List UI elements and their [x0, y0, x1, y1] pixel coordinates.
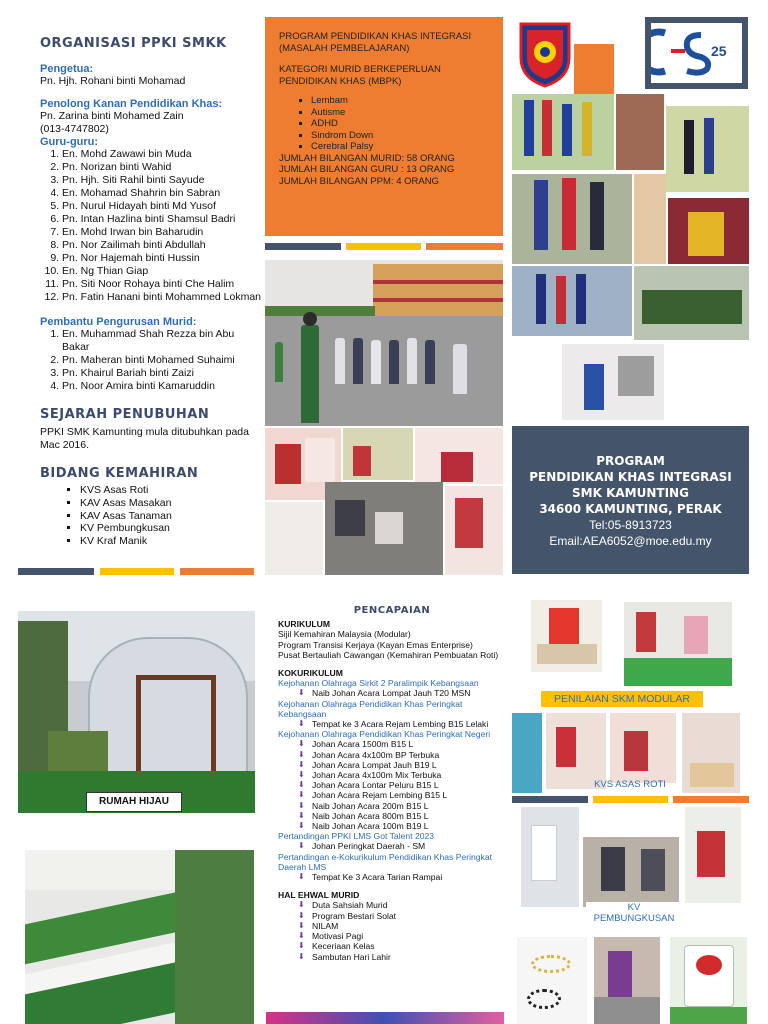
list-item: ⬇ Duta Sahsiah Murid	[278, 900, 506, 910]
list-item: 2. Pn. Norizan binti Wahid	[62, 161, 262, 174]
event-heading: Kejohanan Olahraga Sirkit 2 Paralimpik Kebangsaan	[278, 678, 479, 689]
guru-label: Guru-guru:	[40, 136, 99, 148]
kurikulum-label: KURIKULUM	[278, 619, 331, 630]
contact-line1: PROGRAM	[596, 454, 665, 468]
list-item: Pusat Bertauliah Cawangan (Kemahiran Pembuatan Roti)	[278, 649, 499, 660]
list-item: ▪ Lembam	[311, 95, 489, 107]
baking-photo-2	[624, 602, 732, 686]
list-item: ⬇ Johan Acara Lompat Jauh B19 L	[278, 760, 506, 770]
list-item: ▪ KV Pembungkusan	[80, 522, 262, 535]
divider-bar	[18, 568, 94, 575]
list-item: Program Transisi Kerjaya (Kayan Emas Enterprise)	[278, 639, 473, 650]
divider-bar	[346, 243, 421, 250]
divider-bar	[265, 243, 341, 250]
kategori-line2: PENDIDIKAN KHAS (MBPK)	[279, 75, 402, 87]
list-item: ⬇ Naib Johan Acara Lompat Jauh T20 MSN	[278, 688, 506, 698]
list-item: ⬇ NILAM	[278, 921, 506, 931]
list-item: 9. Pn. Nor Hajemah binti Hussin	[62, 252, 262, 265]
list-item: 8. Pn. Nor Zailimah binti Abdullah	[62, 239, 262, 252]
kv-pembungkusan-caption: KV PEMBUNGKUSAN	[586, 902, 682, 924]
divider-bar	[426, 243, 503, 250]
baking-photo-1	[531, 600, 602, 672]
contact-email: Email:AEA6052@moe.edu.my	[549, 534, 712, 548]
divider-bar	[673, 796, 749, 803]
product-photo	[670, 937, 747, 1024]
list-item: ⬇ Johan Acara Rejam Lembing B15 L	[278, 790, 506, 800]
sejarah-title: SEJARAH PENUBUHAN	[40, 407, 210, 422]
list-item: 6. Pn. Intan Hazlina binti Shamsul Badri	[62, 213, 262, 226]
divider-bar	[593, 796, 668, 803]
activities-collage	[512, 94, 749, 420]
divider-bar	[180, 568, 254, 575]
list-item: ⬇ Naib Johan Acara 200m B15 L	[278, 801, 506, 811]
school-crest-icon	[515, 18, 575, 88]
hem-label: HAL EHWAL MURID	[278, 890, 360, 901]
list-item: 10. En. Ng Thian Giap	[62, 265, 262, 278]
list-item: ▪ Autisme	[311, 107, 489, 119]
event-heading: Kejohanan Olahraga Pendidikan Khas Peringkat Kebangsaan	[278, 698, 463, 719]
contact-line2: PENDIDIKAN KHAS INTEGRASI	[529, 470, 732, 484]
list-item: ⬇ Johan Acara 4x100m BP Terbuka	[278, 750, 506, 760]
kategori-list	[279, 95, 489, 153]
greenhouse-photo	[18, 611, 255, 813]
stat-murid: JUMLAH BILANGAN MURID: 58 ORANG	[279, 152, 455, 164]
list-item: 1. En. Muhammad Shah Rezza bin Abu Bakar	[62, 328, 262, 354]
pembungkusan-collage	[521, 807, 741, 912]
logo-25-number: 25	[711, 43, 727, 59]
program-line2: (MASALAH PEMBELAJARAN)	[279, 42, 410, 54]
bidang-title: BIDANG KEMAHIRAN	[40, 466, 199, 481]
contact-line3: SMK KAMUNTING	[572, 486, 689, 500]
list-item: ▪ KVS Asas Roti	[80, 484, 262, 497]
stat-guru: JUMLAH BILANGAN GURU : 13 ORANG	[279, 164, 455, 175]
list-item: ▪ KAV Asas Masakan	[80, 497, 262, 510]
pengetua-name: Pn. Hjh. Rohani binti Mohamad	[40, 75, 186, 87]
list-item: ⬇ Sambutan Hari Lahir	[278, 952, 506, 962]
penolong-label: Penolong Kanan Pendidikan Khas:	[40, 98, 223, 110]
list-item: 1. En. Mohd Zawawi bin Muda	[62, 148, 262, 161]
rumah-hijau-label: RUMAH HIJAU	[86, 792, 182, 812]
list-item: ▪ KV Kraf Manik	[80, 535, 262, 548]
event-heading: Pertandingan e-Kokurikulum Pendidikan Khas Peringkat Daerah LMS	[278, 851, 493, 872]
program-info-box	[265, 17, 503, 236]
pencapaian-section	[278, 606, 506, 962]
orange-accent-block	[574, 44, 614, 94]
classroom-collage	[265, 428, 503, 575]
sejarah-text: PPKI SMK Kamunting mula ditubuhkan pada Mac 2016.	[40, 426, 249, 451]
list-item: 7. En. Mohd Irwan bin Baharudin	[62, 226, 262, 239]
craft-photo	[594, 937, 660, 1024]
list-item: 2. Pn. Maheran binti Mohamed Suhaimi	[62, 354, 262, 367]
pembantu-list	[40, 328, 262, 393]
list-item: ⬇ Johan Acara 4x100m Mix Terbuka	[278, 770, 506, 780]
assembly-photo	[265, 260, 503, 426]
list-item: ▪ Sindrom Down	[311, 130, 489, 142]
pembantu-label: Pembantu Pengurusan Murid:	[40, 316, 197, 328]
kategori-line1: KATEGORI MURID BERKEPERLUAN	[279, 64, 441, 75]
list-item: ▪ KAV Asas Tanaman	[80, 510, 262, 523]
list-item: 11. Pn. Siti Noor Rohaya binti Che Halim	[62, 278, 262, 291]
list-item: ⬇ Naib Johan Acara 800m B15 L	[278, 811, 506, 821]
logo-25-icon	[645, 17, 748, 89]
penilaian-text: PENILAIAN SKM MODULAR	[554, 693, 690, 705]
bidang-list	[40, 484, 262, 548]
list-item: ⬇ Keceriaan Kelas	[278, 941, 506, 951]
list-item: ⬇ Tempat ke 3 Acara Rejam Lembing B15 Lelaki	[278, 719, 506, 729]
list-item: 4. Pn. Noor Amira binti Kamaruddin	[62, 380, 262, 393]
event-heading: Kejohanan Olahraga Pendidikan Khas Peringkat Negeri	[278, 729, 491, 740]
contact-tel: Tel:05-8913723	[589, 518, 672, 532]
pengetua-label: Pengetua:	[40, 63, 94, 75]
list-item: ⬇ Program Bestari Solat	[278, 911, 506, 921]
guru-list	[40, 148, 262, 304]
divider-bar	[512, 796, 588, 803]
list-item: 3. Pn. Hjh. Siti Rahil binti Sayude	[62, 174, 262, 187]
penolong-name: Pn. Zarina binti Mohamed Zain	[40, 110, 184, 122]
event-heading: Pertandingan PPKI LMS Got Talent 2023	[278, 831, 435, 842]
list-item: ▪ Cerebral Palsy	[311, 141, 489, 153]
contact-box	[512, 426, 749, 574]
kokurikulum-label: KOKURIKULUM	[278, 668, 343, 679]
list-item: 3. Pn. Khairul Bariah binti Zaizi	[62, 367, 262, 380]
list-item: ⬇ Johan Acara 1500m B15 L	[278, 739, 506, 749]
list-item: ⬇ Tempat Ke 3 Acara Tarian Rampai	[278, 872, 506, 882]
hydroponics-photo	[25, 850, 254, 1024]
program-line1: PROGRAM PENDIDIKAN KHAS INTEGRASI	[279, 31, 472, 42]
list-item: ⬇ Johan Acara Lontar Peluru B15 L	[278, 780, 506, 790]
penilaian-label	[541, 691, 703, 707]
stat-ppm: JUMLAH BILANGAN PPM: 4 ORANG	[279, 175, 439, 187]
bottom-color-strip	[266, 1012, 504, 1024]
org-title: ORGANISASI PPKI SMKK	[40, 36, 227, 51]
list-item: ⬇ Motivasi Pagi	[278, 931, 506, 941]
pencapaian-title: PENCAPAIAN	[353, 605, 431, 616]
list-item: ⬇ Johan Peringkat Daerah - SM	[278, 841, 506, 851]
divider-bar	[100, 568, 174, 575]
list-item: ▪ ADHD	[311, 118, 489, 130]
list-item: 5. Pn. Nurul Hidayah binti Md Yusof	[62, 200, 262, 213]
list-item: 12. Pn. Fatin Hanani binti Mohammed Lokman	[62, 291, 262, 304]
contact-line4: 34600 KAMUNTING, PERAK	[539, 502, 722, 516]
penolong-phone: (013-4747802)	[40, 123, 109, 135]
list-item: Sijil Kemahiran Malaysia (Modular)	[278, 629, 411, 640]
list-item: ⬇ Naib Johan Acara 100m B19 L	[278, 821, 506, 831]
kvs-roti-caption: KVS ASAS ROTI	[594, 779, 666, 790]
beads-photo	[517, 937, 587, 1024]
list-item: 4. En. Mohamad Shahrin bin Sabran	[62, 187, 262, 200]
organisation-section	[40, 36, 262, 548]
